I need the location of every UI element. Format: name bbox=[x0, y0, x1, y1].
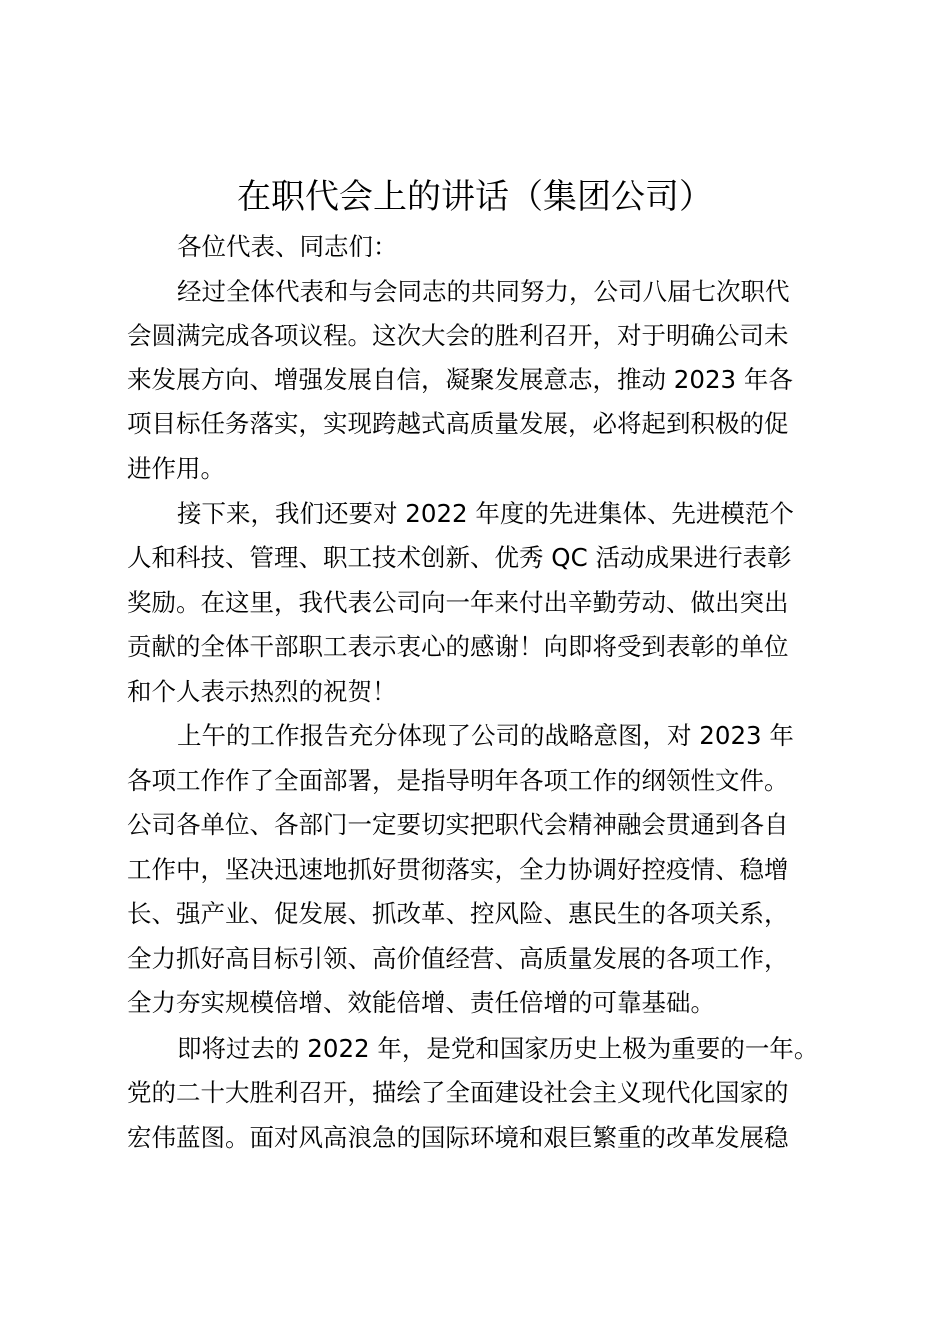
salutation-line: 各位代表、同志们： bbox=[177, 232, 398, 261]
paragraph-3-line-5: 长、强产业、促发展、抓改革、控风险、惠民生的各项关系， bbox=[127, 899, 789, 928]
paragraph-2-line-2: 人和科技、管理、职工技术创新、优秀 QC 活动成果进行表彰 bbox=[127, 543, 792, 572]
paragraph-1-line-1: 经过全体代表和与会同志的共同努力，公司八届七次职代 bbox=[177, 277, 790, 306]
paragraph-3-line-4: 工作中，坚决迅速地抓好贯彻落实，全力协调好控疫情、稳增 bbox=[127, 855, 789, 884]
paragraph-2-line-5: 和个人表示热烈的祝贺！ bbox=[127, 677, 397, 706]
paragraph-1-line-5: 进作用。 bbox=[127, 454, 225, 483]
paragraph-4-line-3: 宏伟蓝图。面对风高浪急的国际环境和艰巨繁重的改革发展稳 bbox=[127, 1123, 789, 1152]
paragraph-2-line-3: 奖励。在这里，我代表公司向一年来付出辛勤劳动、做出突出 bbox=[127, 588, 789, 617]
paragraph-3-line-2: 各项工作作了全面部署，是指导明年各项工作的纲领性文件。 bbox=[127, 766, 789, 795]
paragraph-4-line-2: 党的二十大胜利召开，描绘了全面建设社会主义现代化国家的 bbox=[127, 1078, 789, 1107]
paragraph-4-line-1: 即将过去的 2022 年，是党和国家历史上极为重要的一年。 bbox=[177, 1034, 819, 1063]
paragraph-2-line-1: 接下来，我们还要对 2022 年度的先进集体、先进模范个 bbox=[177, 499, 794, 528]
paragraph-3-line-3: 公司各单位、各部门一定要切实把职代会精神融会贯通到各自 bbox=[127, 810, 789, 839]
paragraph-3-line-7: 全力夯实规模倍增、效能倍增、责任倍增的可靠基础。 bbox=[127, 988, 715, 1017]
paragraph-3-line-1: 上午的工作报告充分体现了公司的战略意图，对 2023 年 bbox=[177, 721, 794, 750]
paragraph-1-line-2: 会圆满完成各项议程。这次大会的胜利召开，对于明确公司未 bbox=[127, 321, 789, 350]
paragraph-1-line-4: 项目标任务落实，实现跨越式高质量发展，必将起到积极的促 bbox=[127, 409, 789, 438]
document-title: 在职代会上的讲话（集团公司） bbox=[237, 177, 713, 217]
paragraph-3-line-6: 全力抓好高目标引领、高价值经营、高质量发展的各项工作， bbox=[127, 944, 789, 973]
paragraph-1-line-3: 来发展方向、增强发展自信，凝聚发展意志，推动 2023 年各 bbox=[127, 365, 793, 394]
paragraph-2-line-4: 贡献的全体干部职工表示衷心的感谢！向即将受到表彰的单位 bbox=[127, 632, 789, 661]
